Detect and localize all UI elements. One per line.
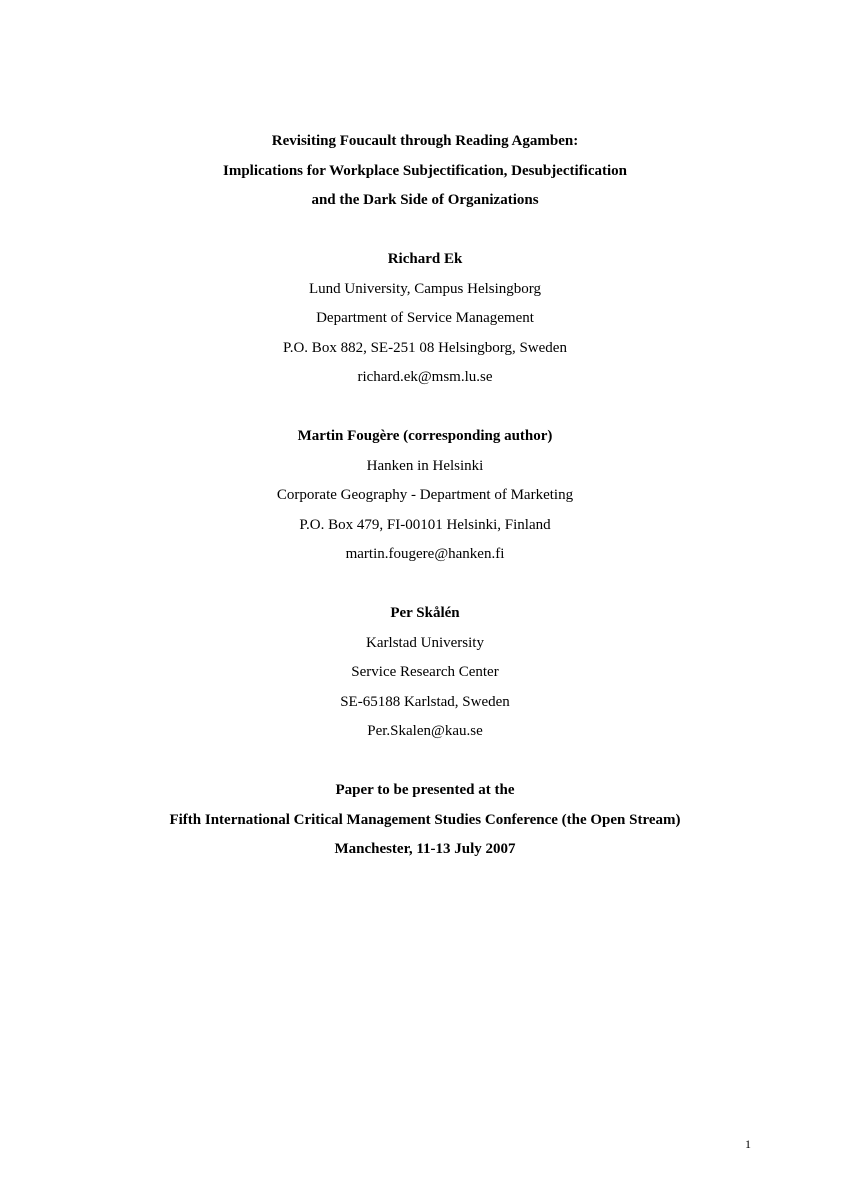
author-department: Service Research Center — [351, 664, 499, 680]
author-name: Martin Fougère (corresponding author) — [297, 428, 553, 444]
author-department: Corporate Geography - Department of Marketing — [276, 487, 574, 503]
title-line-2: Implications for Workplace Subjectification, Desubjectification — [222, 162, 627, 179]
page-number: 1 — [745, 1137, 751, 1151]
author-institution: Hanken in Helsinki — [366, 457, 484, 474]
title-line-1: Revisiting Foucault through Reading Agamben: — [271, 133, 579, 149]
author-email: Per.Skalen@kau.se — [367, 723, 483, 739]
author-institution: Karlstad University — [366, 634, 484, 651]
author-block-fougere — [0, 422, 850, 570]
author-address: P.O. Box 882, SE-251 08 Helsingborg, Sweden — [283, 339, 567, 356]
conference-line-3: Manchester, 11-13 July 2007 — [334, 841, 516, 857]
author-address: P.O. Box 479, FI-00101 Helsinki, Finland — [299, 516, 551, 533]
author-institution: Lund University, Campus Helsingborg — [308, 280, 542, 297]
author-name: Per Skålén — [390, 605, 460, 621]
author-address: SE-65188 Karlstad, Sweden — [340, 693, 510, 710]
author-department: Department of Service Management — [316, 310, 534, 326]
author-block-skalen — [0, 599, 850, 747]
conference-info — [0, 776, 850, 865]
conference-line-2: Fifth International Critical Management Studies Conference (the Open Stream) — [169, 811, 681, 828]
paper-title — [0, 127, 850, 216]
author-name: Richard Ek — [387, 251, 463, 267]
author-block-ek — [0, 245, 850, 393]
conference-line-1: Paper to be presented at the — [335, 782, 515, 798]
title-line-3: and the Dark Side of Organizations — [311, 192, 539, 208]
author-email: martin.fougere@hanken.fi — [345, 546, 505, 562]
author-email: richard.ek@msm.lu.se — [357, 369, 493, 385]
